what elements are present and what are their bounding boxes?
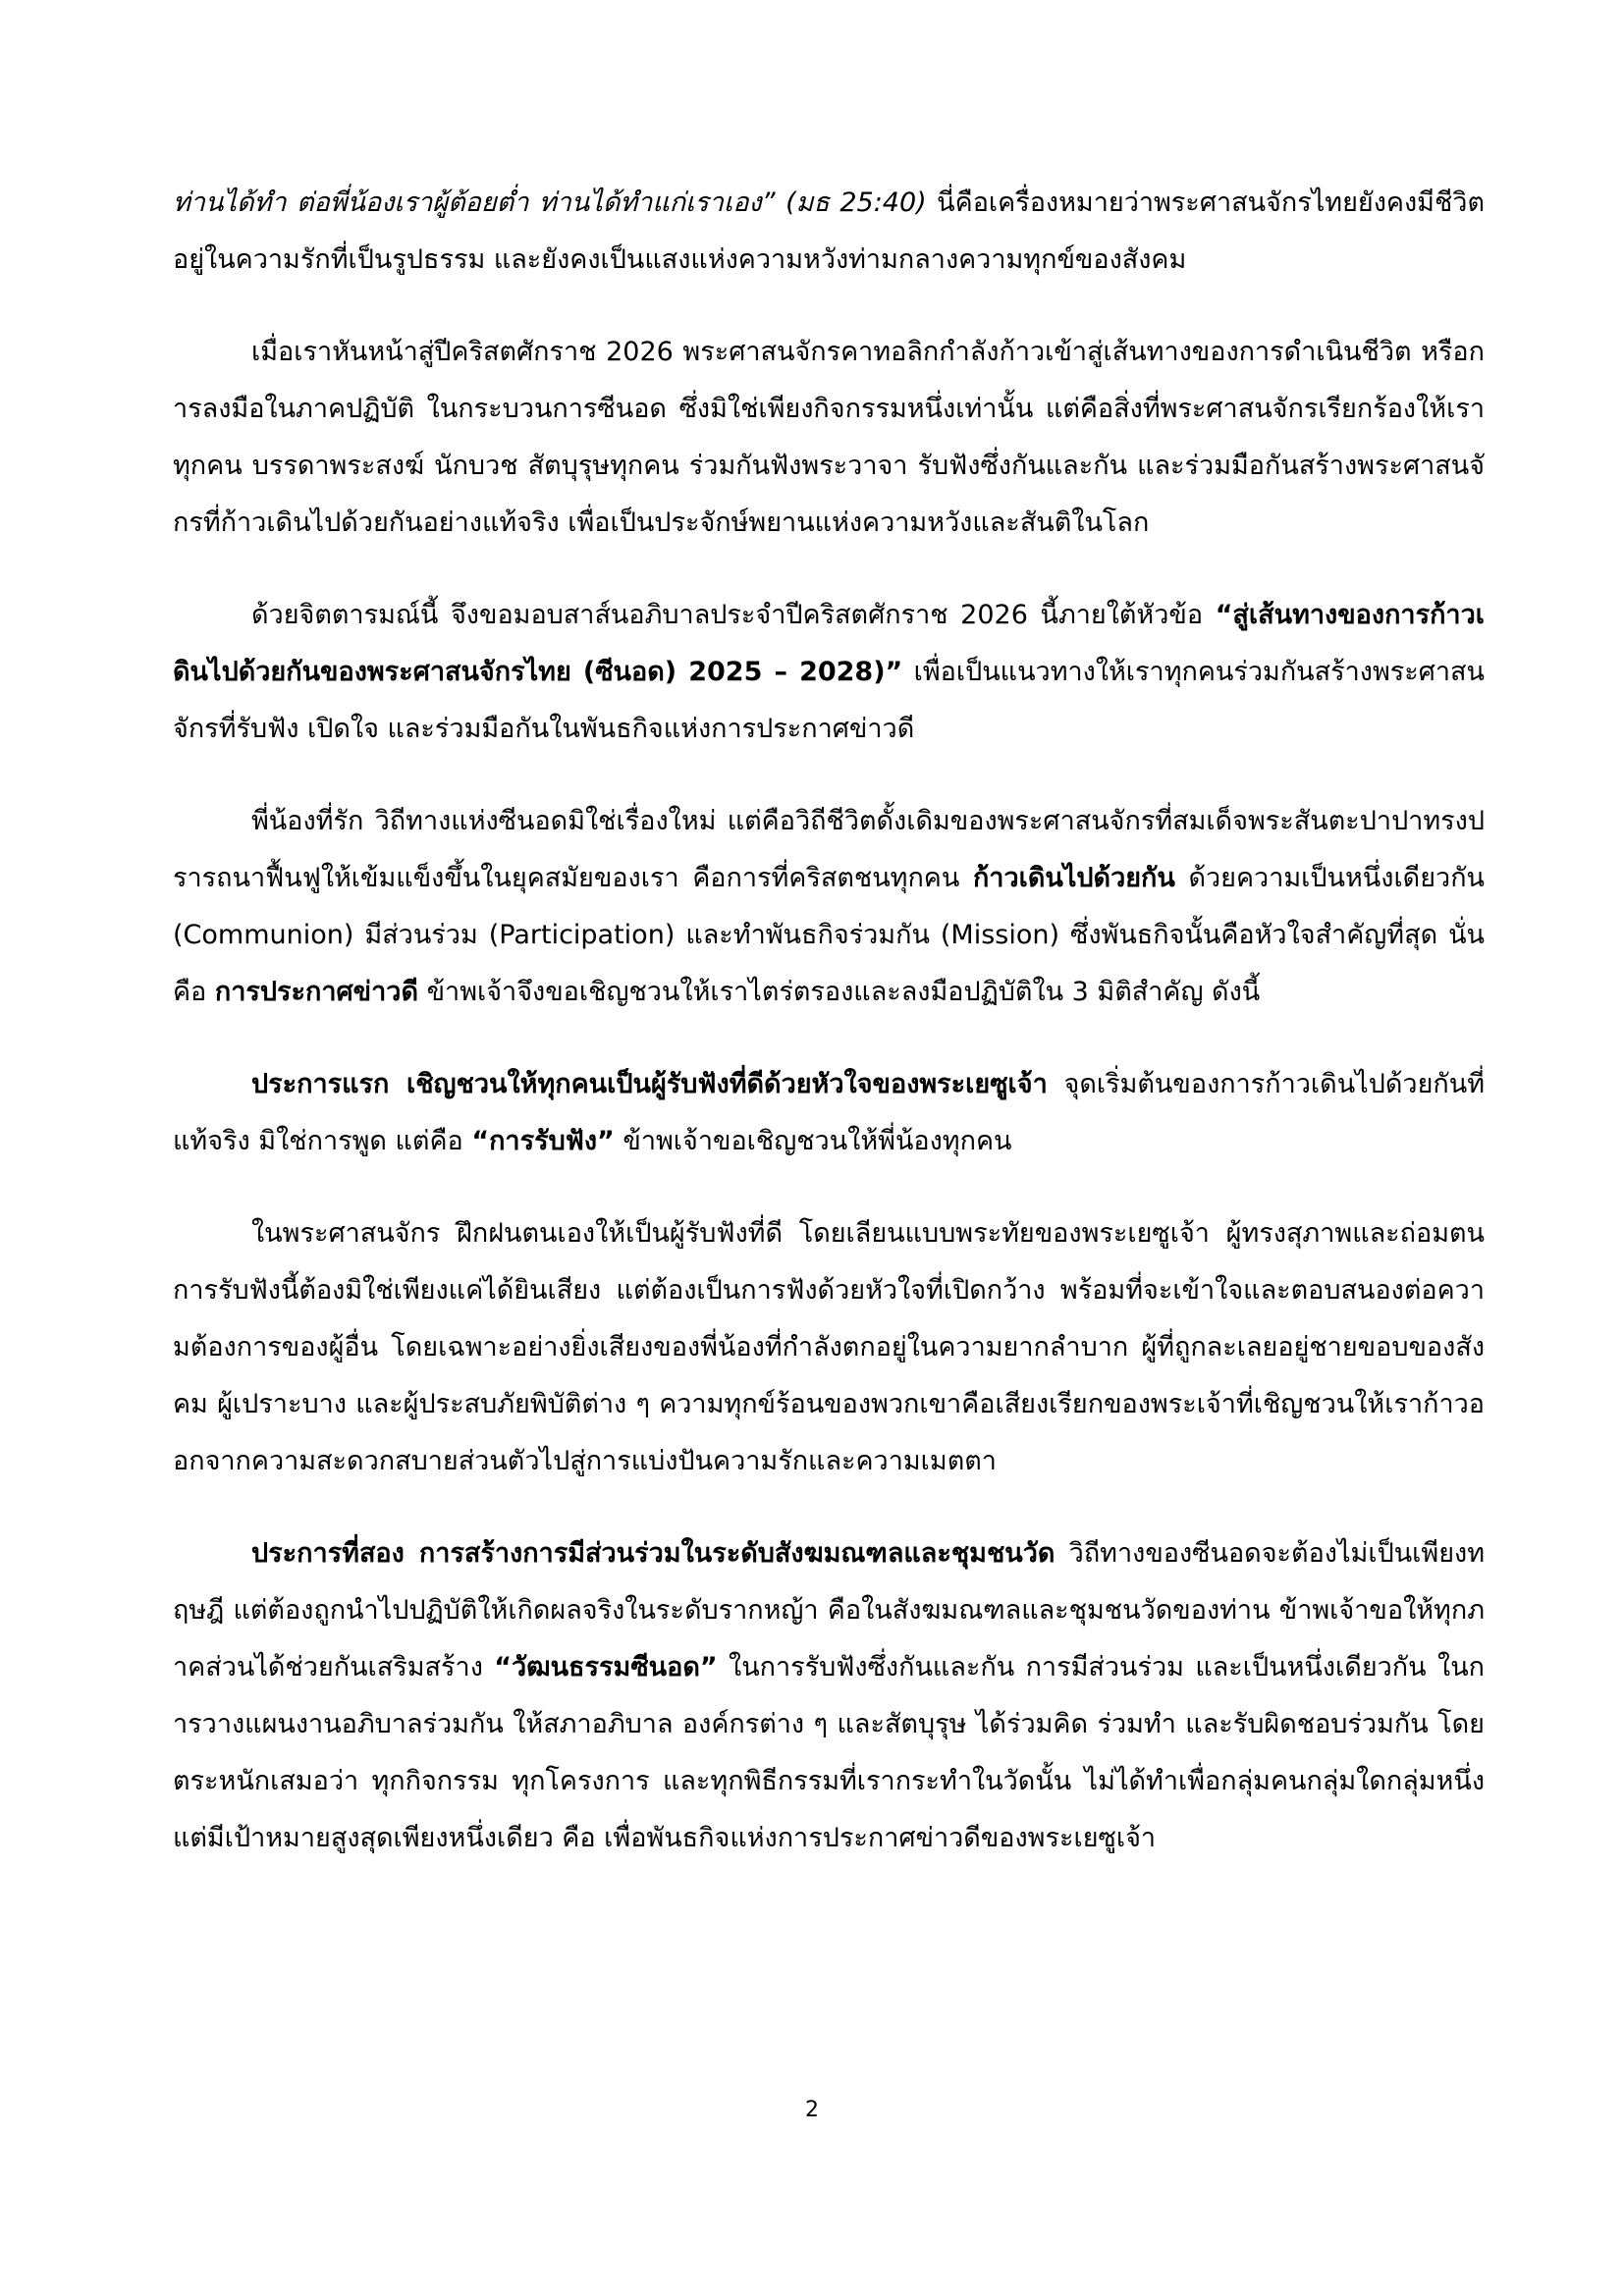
page-body [173, 175, 1485, 1902]
body-text: นี่คือเครื่องหมายว่าพระศาสนจักรไทยยังคงมีชีวิตอยู่ในความรักที่เป็นรูปธรรม และยังคงเป็นแสงแห่งความหวังท่ามกลางความทุกข์ของสังคม [173, 187, 1485, 275]
point-one-heading: ประการแรก เชิญชวนให้ทุกคนเป็นผู้รับฟังที่ดีด้วยหัวใจของพระเยซูเจ้า [251, 1069, 1048, 1099]
paragraph-6 [173, 1205, 1485, 1490]
body-text: ด้วยความเป็นหนึ่งเดียวกัน (Communion) มีส่วนร่วม (Participation) และทำพันธกิจร่วมกัน (Mission) ซึ่งพันธกิจนั้นคือหัวใจสำคัญที่สุด นั่นคือ [173, 863, 1485, 1007]
body-text: วิถีทางของซีนอดจะต้องไม่เป็นเพียงทฤษฎี แต่ต้องถูกนำไปปฏิบัติให้เกิดผลจริงในระดับรากหญ้า คือในสังฆมณฑลและชุมชนวัดของท่าน ข้าพเจ้าขอให้ทุกภาคส่วนได้ช่วยกันเสริมสร้าง [173, 1538, 1485, 1682]
body-text: เพื่อเป็นแนวทางให้เราทุกคนร่วมกันสร้างพระศาสนจักรที่รับฟัง เปิดใจ และร่วมมือกันในพันธกิจแห่งการประกาศข่าวดี [173, 657, 1485, 744]
scripture-quote: ท่านได้ทำ ต่อพี่น้องเราผู้ต้อยต่ำ ท่านได้ทำแก่เราเอง” (มธ 25:40) [173, 187, 927, 218]
paragraph-7 [173, 1525, 1485, 1867]
point-two-heading: ประการที่สอง การสร้างการมีส่วนร่วมในระดับสังฆมณฑลและชุมชนวัด [251, 1538, 1056, 1569]
pastoral-letter-theme: “สู่เส้นทางของการก้าวเดินไปด้วยกันของพระศาสนจักรไทย (ซีนอด) 2025 – 2028)” [173, 600, 1485, 687]
body-text: ด้วยจิตตารมณ์นี้ จึงขอมอบสาส์นอภิบาลประจำปีคริสตศักราช 2026 นี้ภายใต้หัวข้อ [251, 600, 1216, 630]
emphasis-listening: “การรับฟัง” [471, 1126, 615, 1156]
emphasis-synodal-culture: “วัฒนธรรมซีนอด” [494, 1652, 718, 1682]
page-number: 2 [805, 2098, 819, 2122]
emphasis-evangelization: การประกาศข่าวดี [214, 977, 418, 1007]
paragraph-5 [173, 1056, 1485, 1170]
body-text: ข้าพเจ้าขอเชิญชวนให้พี่น้องทุกคน [614, 1126, 1012, 1156]
emphasis-walking-together: ก้าวเดินไปด้วยกัน [972, 863, 1175, 893]
body-text: เมื่อเราหันหน้าสู่ปีคริสตศักราช 2026 พระศาสนจักรคาทอลิกกำลังก้าวเข้าสู่เส้นทางของการดำเนินชีวิต หรือการลงมือในภาคปฏิบัติ ในกระบวนการซีนอด ซึ่งมิใช่เพียงกิจกรรมหนึ่งเท่านั้น แต่คือสิ่งที่พระศาสนจักรเรียกร้องให้เราทุกคน บรรดาพระสงฆ์ นักบวช สัตบุรุษทุกคน ร่วมกันฟังพระวาจา รับฟังซึ่งกันและกัน และร่วมมือกันสร้างพระศาสนจักรที่ก้าวเดินไปด้วยกันอย่างแท้จริง เพื่อเป็นประจักษ์พยานแห่งความหวังและสันติในโลก [173, 337, 1485, 538]
body-text: ในพระศาสนจักร ฝึกฝนตนเองให้เป็นผู้รับฟังที่ดี โดยเลียนแบบพระทัยของพระเยซูเจ้า ผู้ทรงสุภาพและถ่อมตน การรับฟังนี้ต้องมิใช่เพียงแค่ได้ยินเสียง แต่ต้องเป็นการฟังด้วยหัวใจที่เปิดกว้าง พร้อมที่จะเข้าใจและตอบสนองต่อความต้องการของผู้อื่น โดยเฉพาะอย่างยิ่งเสียงของพี่น้องที่กำลังตกอยู่ในความยากลำบาก ผู้ที่ถูกละเลยอยู่ชายขอบของสังคม ผู้เปราะบาง และผู้ประสบภัยพิบัติต่าง ๆ ความทุกข์ร้อนของพวกเขาคือเสียงเรียกของพระเจ้าที่เชิญชวนให้เราก้าวออกจากความสะดวกสบายส่วนตัวไปสู่การแบ่งปันความรักและความเมตตา [173, 1218, 1485, 1476]
body-text: ในการรับฟังซึ่งกันและกัน การมีส่วนร่วม และเป็นหนึ่งเดียวกัน ในการวางแผนงานอภิบาลร่วมกัน ให้สภาอภิบาล องค์กรต่าง ๆ และสัตบุรุษ ได้ร่วมคิด ร่วมทำ และรับผิดชอบร่วมกัน โดยตระหนักเสมอว่า ทุกกิจกรรม ทุกโครงการ และทุกพิธีกรรมที่เรากระทำในวัดนั้น ไม่ได้ทำเพื่อกลุ่มคนกลุ่มใดกลุ่มหนึ่ง แต่มีเป้าหมายสูงสุดเพียงหนึ่งเดียว คือ เพื่อพันธกิจแห่งการประกาศข่าวดีของพระเยซูเจ้า [173, 1652, 1486, 1853]
paragraph-3 [173, 587, 1485, 758]
body-text: จุดเริ่มต้นของการก้าวเดินไปด้วยกันที่แท้จริง มิใช่การพูด แต่คือ [173, 1069, 1485, 1156]
paragraph-2 [173, 324, 1485, 552]
body-text: พี่น้องที่รัก วิถีทางแห่งซีนอดมิใช่เรื่องใหม่ แต่คือวิถีชีวิตดั้งเดิมของพระศาสนจักรที่สมเด็จพระสันตะปาปาทรงปรารถนาฟื้นฟูให้เข้มแข็งขึ้นในยุคสมัยของเรา คือการที่คริสตชนทุกคน [173, 806, 1485, 893]
paragraph-1 [173, 175, 1485, 289]
paragraph-4 [173, 793, 1485, 1021]
body-text: ข้าพเจ้าจึงขอเชิญชวนให้เราไตร่ตรองและลงมือปฏิบัติใน 3 มิติสำคัญ ดังนี้ [418, 977, 1261, 1007]
